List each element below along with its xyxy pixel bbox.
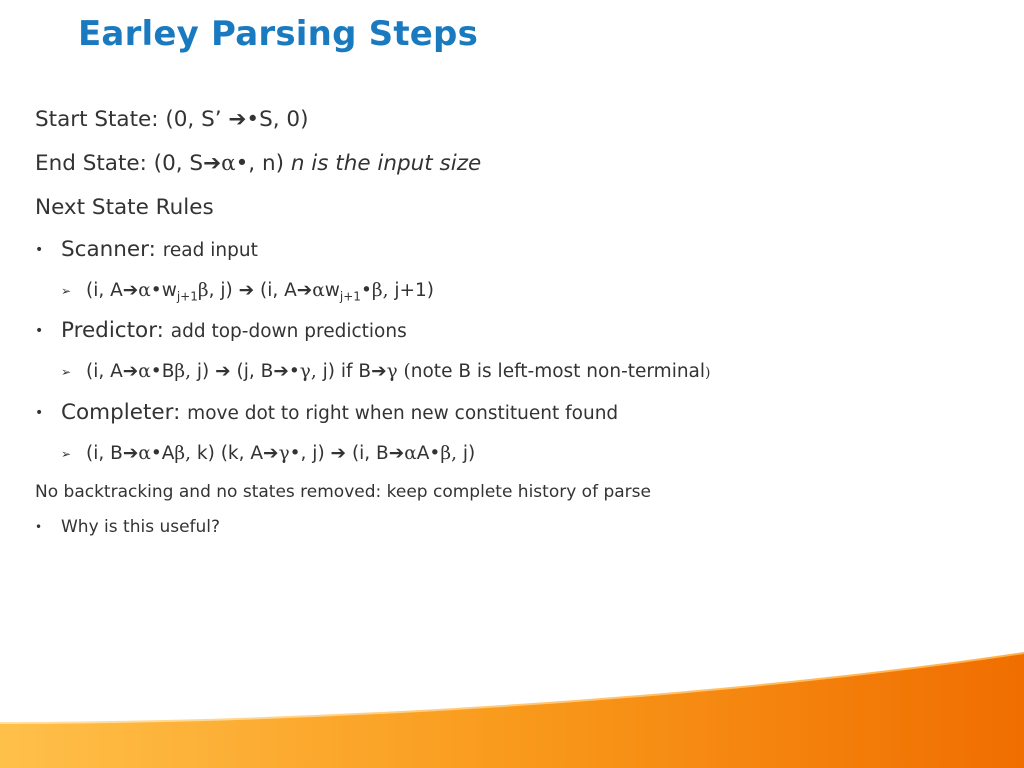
bullet-icon: • <box>35 520 43 534</box>
subscript: j+1 <box>176 289 198 304</box>
gamma-symbol: γ <box>386 361 398 382</box>
rule-part: j) if B <box>316 361 372 382</box>
arrow-icon: ➔ <box>215 361 231 382</box>
arrow-icon: ➔ <box>330 443 347 464</box>
alpha-symbol: α <box>221 151 236 176</box>
completer-desc: move dot to right when new constituent found <box>187 403 619 424</box>
rule-part: (i, A <box>86 361 123 382</box>
beta-symbol: β <box>371 280 383 301</box>
completer-name: Completer: <box>61 400 181 425</box>
comma: , <box>310 361 317 382</box>
end-state-line <box>35 142 995 186</box>
rule-part: •A <box>150 443 175 464</box>
arrow-icon: ➔ <box>122 280 139 301</box>
rule-part: •B <box>150 361 175 382</box>
arrow-icon: ➔ <box>203 151 222 176</box>
arrow-icon: ➔ <box>388 443 405 464</box>
slide-title: Earley Parsing Steps <box>78 14 479 54</box>
arrow-icon: ➔ <box>238 280 255 301</box>
comma: , <box>185 361 191 382</box>
rule-part: (i, B <box>346 443 389 464</box>
arrow-icon: ➔ <box>296 280 313 301</box>
rule-part: j) <box>191 361 216 382</box>
start-state-label: Start State: (0, S’ <box>35 107 229 132</box>
arrow-icon: ➔ <box>263 443 279 464</box>
end-state-tail: •, n) <box>235 151 291 176</box>
rule-part: (i, A <box>254 280 297 301</box>
no-backtracking-line: No backtracking and no states removed: keep complete history of parse <box>35 482 651 502</box>
rule-part: •, j) <box>289 443 331 464</box>
rule-part: A• <box>416 443 441 464</box>
beta-symbol: β <box>197 280 209 301</box>
rule-part: •w <box>150 280 177 301</box>
comma: , <box>185 443 191 464</box>
rule-part: , j) <box>208 280 239 301</box>
predictor-name: Predictor: <box>61 318 164 343</box>
alpha-symbol: α <box>404 443 417 464</box>
arrow-icon: ➔ <box>371 361 387 382</box>
predictor-bullet <box>35 311 995 352</box>
end-state-label: End State: (0, S <box>35 151 204 176</box>
rule-part: • <box>288 361 300 382</box>
beta-symbol: β <box>174 361 186 382</box>
bullet-icon: • <box>35 405 44 421</box>
completer-bullet <box>35 393 995 434</box>
end-state-note: n is the input size <box>290 151 482 176</box>
rule-part: k) (k, A <box>191 443 264 464</box>
next-state-rules-heading: Next State Rules <box>35 195 214 220</box>
bullet-icon: • <box>35 242 44 258</box>
scanner-desc: read input <box>162 240 258 261</box>
rule-part: • <box>360 280 372 301</box>
rule-part: note B is left-most non-terminal <box>410 361 706 382</box>
scanner-bullet <box>35 230 995 271</box>
rule-part: j+1) <box>388 280 434 301</box>
subscript: j+1 <box>339 289 361 304</box>
scanner-name: Scanner: <box>61 237 156 262</box>
arrow-bullet-icon: ➢ <box>61 447 72 461</box>
rule-part: (j, B <box>230 361 274 382</box>
orange-swoosh-decoration <box>0 640 1024 768</box>
start-state-line <box>35 98 995 142</box>
comma: , <box>382 280 389 301</box>
predictor-rule <box>35 352 995 393</box>
arrow-icon: ➔ <box>273 361 289 382</box>
alpha-symbol: α <box>138 361 151 382</box>
alpha-symbol: α <box>138 443 151 464</box>
alpha-symbol: α <box>312 280 325 301</box>
rule-part: (i, B <box>86 443 123 464</box>
slide-body <box>35 98 995 544</box>
rule-part: ) <box>705 365 711 381</box>
beta-symbol: β <box>440 443 452 464</box>
why-useful-text: Why is this useful? <box>61 517 221 537</box>
gamma-symbol: γ <box>278 443 290 464</box>
rule-part: w <box>324 280 340 301</box>
arrow-icon: ➔ <box>122 443 139 464</box>
why-useful-bullet <box>35 510 995 544</box>
arrow-bullet-icon: ➢ <box>61 365 72 379</box>
arrow-icon: ➔ <box>122 361 139 382</box>
rule-part: ( <box>397 361 411 382</box>
beta-symbol: β <box>174 443 186 464</box>
dot-symbol: • <box>246 107 260 132</box>
rule-part: (i, A <box>86 280 123 301</box>
completer-rule <box>35 434 995 474</box>
scanner-rule <box>35 271 995 311</box>
predictor-desc: add top-down predictions <box>170 321 407 342</box>
bullet-icon: • <box>35 323 44 339</box>
comma: , <box>451 443 457 464</box>
rule-part: j) <box>456 443 476 464</box>
arrow-bullet-icon: ➢ <box>61 284 72 298</box>
arrow-icon: ➔ <box>228 107 247 132</box>
gamma-symbol: γ <box>299 361 311 382</box>
alpha-symbol: α <box>138 280 151 301</box>
start-state-tail: S, 0) <box>259 107 309 132</box>
swoosh-fill <box>0 654 1024 768</box>
